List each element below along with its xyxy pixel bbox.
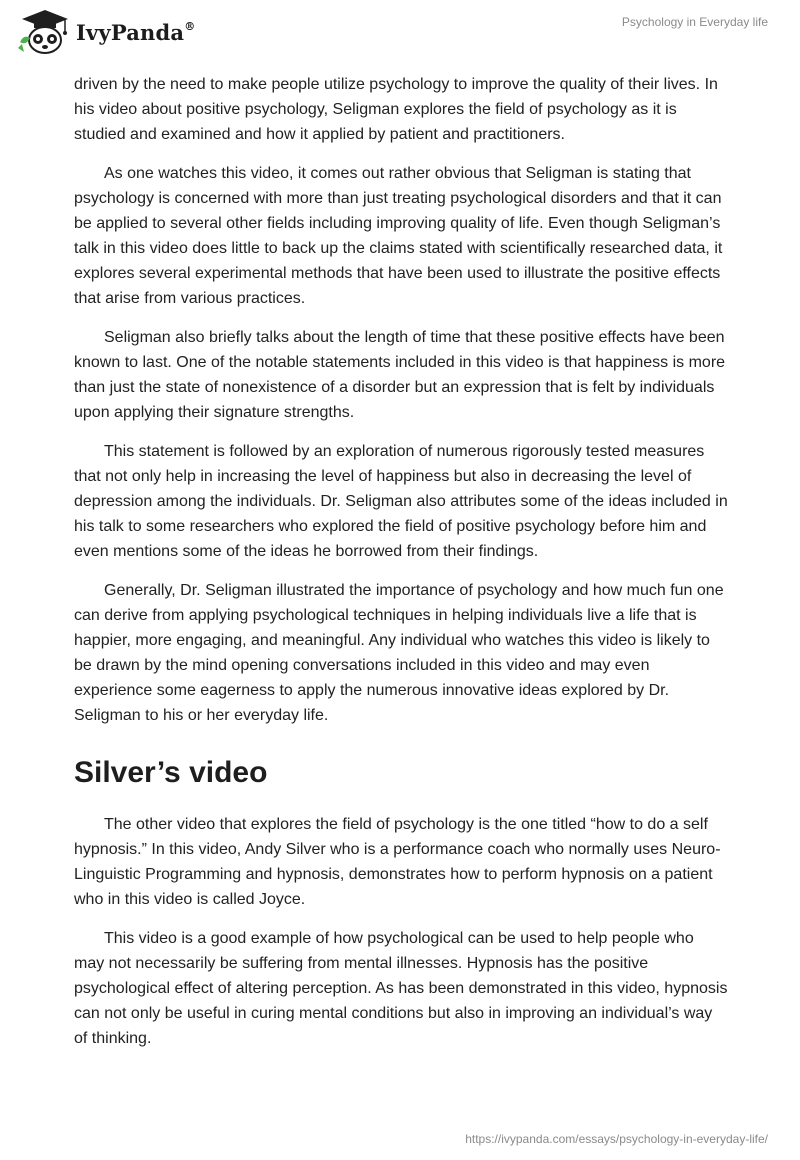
paragraph: As one watches this video, it comes out rather obvious that Seligman is stating that psychology is concerned with more than just treating psychological disorders and that it can be applied to several other fields including improving quality of life. Even though Seligman’s talk in this video does little to back up the claims stated with scientifically researched data, it explores several experimental methods that have been used to illustrate the positive effects that arise from various practices. [74,165,723,307]
running-title: Psychology in Everyday life [621,15,768,29]
paragraph: Generally, Dr. Seligman illustrated the importance of psychology and how much fun one can derive from applying psychological techniques in helping individuals live a life that is happier, more engaging, and meaningful. Any individual who watches this video is likely to be drawn by the mind opening conversations included in this video and may even experience some eagerness to apply the numerous innovative ideas explored by Dr. Seligman to his or her everyday life. [74,582,724,724]
brand-name: IvyPanda® [76,19,196,45]
essay-body [74,72,728,1065]
section-heading: Silver’s video [74,756,268,789]
footer-url-link[interactable]: https://ivypanda.com/essays/psychology-in-everyday-life/ [465,1132,768,1146]
panda-logo-icon [16,8,74,56]
brand-logo[interactable] [16,8,195,56]
page-header [0,0,800,64]
paragraph: The other video that explores the field of psychology is the one titled “how to do a self hypnosis.” In this video, Andy Silver who is a performance coach who normally uses Neuro-Linguistic Programming and hypnosis, demonstrates how to perform hypnosis on a patient who in this video is called Joyce. [74,816,721,908]
paragraph: Seligman also briefly talks about the length of time that these positive effects have been known to last. One of the notable statements included in this video is that happiness is more than just the state of nonexistence of a disorder but an expression that is felt by individuals upon applying their signature strengths. [74,329,726,421]
paragraph: This video is a good example of how psychological can be used to help people who may not necessarily be suffering from mental illnesses. Hypnosis has the positive psychological effect of altering perception. As has been demonstrated in this video, hypnosis can not only be useful in curing mental conditions but also in improving an individual’s way of thinking. [74,930,728,1047]
paragraph: This statement is followed by an exploration of numerous rigorously tested measures that not only help in increasing the level of happiness but also in decreasing the level of depression among the individuals. Dr. Seligman also attributes some of the ideas included in his talk to some researchers who explored the field of positive psychology before him and even mentions some of the ideas he borrowed from their findings. [74,443,728,560]
paragraph: driven by the need to make people utilize psychology to improve the quality of their lives. In his video about positive psychology, Seligman explores the field of psychology as it is studied and examined and how it applied by patient and practitioners. [74,76,718,143]
